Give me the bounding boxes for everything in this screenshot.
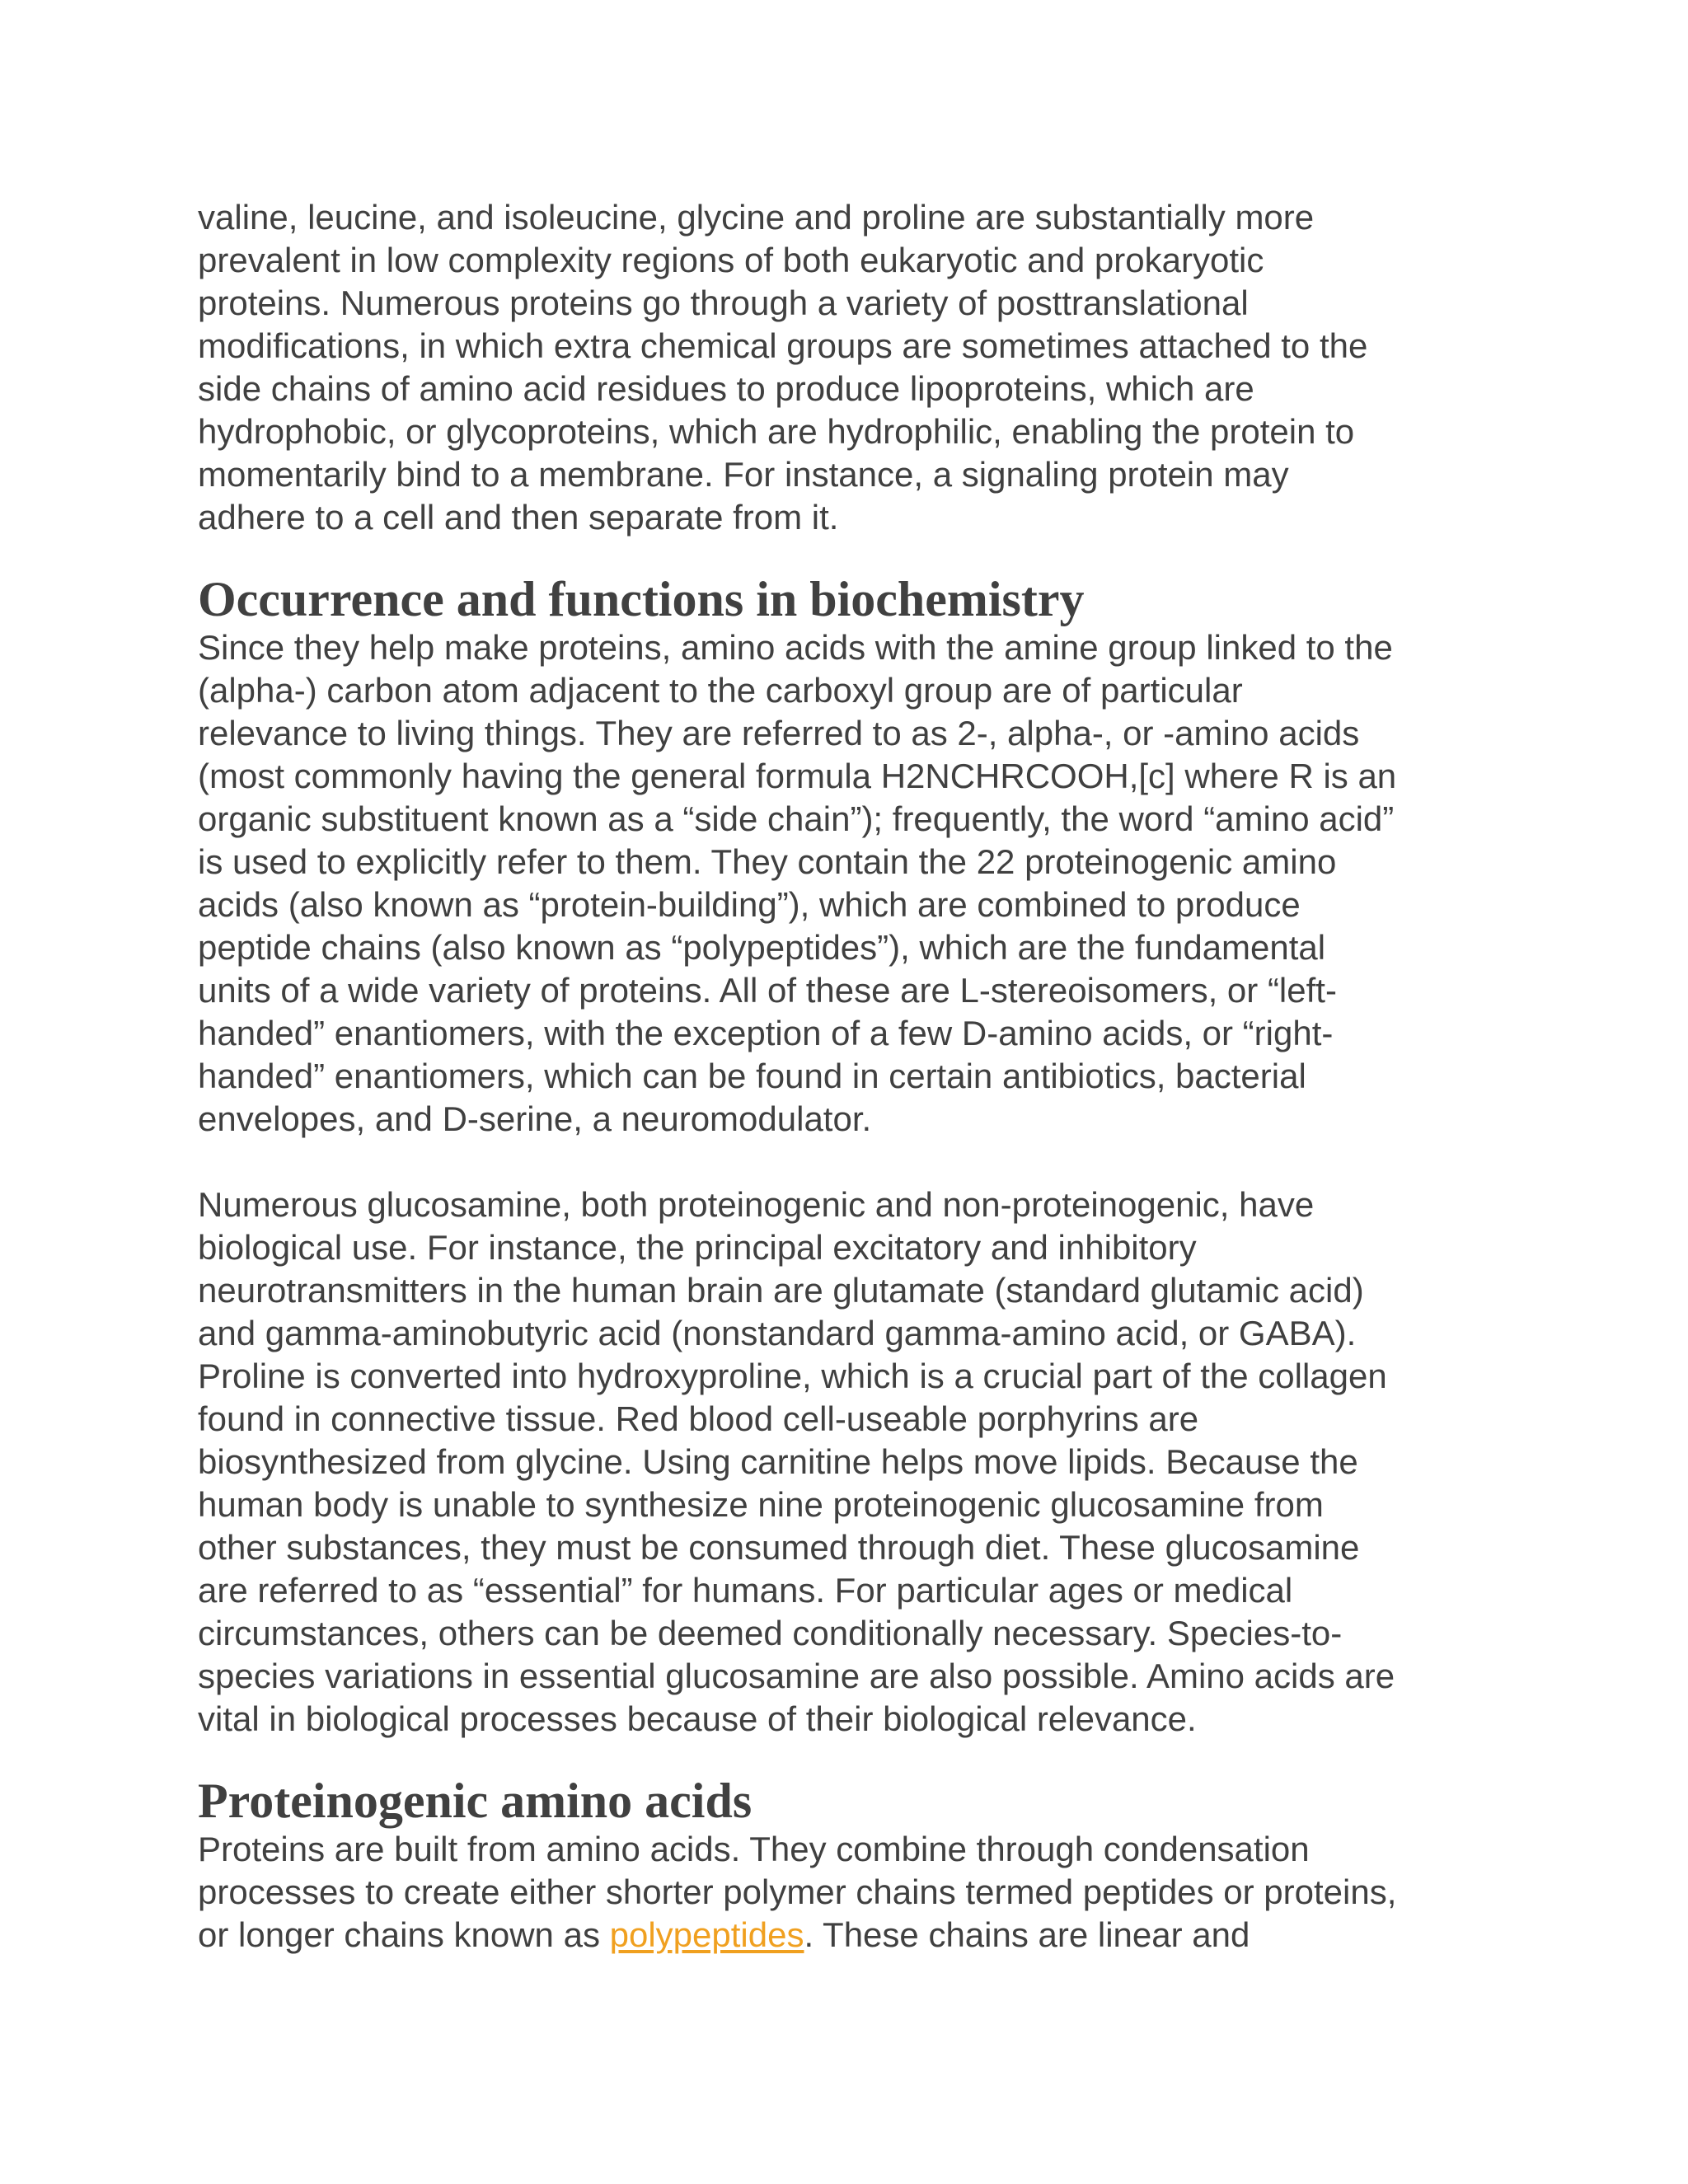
section-heading-occurrence: Occurrence and functions in biochemistry — [198, 572, 1085, 626]
text-line: Proteins are built from amino acids. They combine through condensation — [198, 1830, 1310, 1868]
text-line: (most commonly having the general formula H2NCHRCOOH,[c] where R is an — [198, 757, 1397, 795]
text-fragment: . These chains are linear and — [804, 1915, 1250, 1954]
text-line: processes to create either shorter polymer chains termed peptides or proteins, — [198, 1872, 1397, 1911]
text-line: units of a wide variety of proteins. All of these are L-stereoisomers, or “left- — [198, 971, 1337, 1010]
polypeptides-link[interactable]: polypeptides — [609, 1915, 804, 1954]
text-line: human body is unable to synthesize nine proteinogenic glucosamine from — [198, 1485, 1324, 1524]
text-line: adhere to a cell and then separate from it. — [198, 498, 839, 537]
text-fragment: or longer chains known as — [198, 1915, 610, 1954]
text-line: side chains of amino acid residues to produce lipoproteins, which are — [198, 369, 1254, 408]
text-line: acids (also known as “protein-building”), which are combined to produce — [198, 885, 1301, 924]
text-line: momentarily bind to a membrane. For instance, a signaling protein may — [198, 455, 1289, 494]
paragraph-glucosamine — [198, 1183, 1500, 1741]
text-line: organic substituent known as a “side chain”); frequently, the word “amino acid” — [198, 799, 1395, 838]
section-heading-proteinogenic: Proteinogenic amino acids — [198, 1774, 753, 1828]
text-line: neurotransmitters in the human brain are glutamate (standard glutamic acid) — [198, 1271, 1364, 1310]
text-line: biological use. For instance, the principal excitatory and inhibitory — [198, 1228, 1197, 1267]
text-line: and gamma-aminobutyric acid (nonstandard gamma-amino acid, or GABA). — [198, 1314, 1357, 1352]
text-line: are referred to as “essential” for humans. For particular ages or medical — [198, 1571, 1293, 1610]
text-line: handed” enantiomers, with the exception of a few D-amino acids, or “right- — [198, 1014, 1334, 1052]
text-line: envelopes, and D-serine, a neuromodulator. — [198, 1099, 872, 1138]
text-line: found in connective tissue. Red blood cell-useable porphyrins are — [198, 1399, 1199, 1438]
text-line: proteins. Numerous proteins go through a variety of posttranslational — [198, 284, 1249, 322]
paragraph-intro — [198, 196, 1500, 539]
text-line-with-link — [198, 1914, 1500, 1957]
text-line: Proline is converted into hydroxyproline, which is a crucial part of the collagen — [198, 1357, 1387, 1395]
text-line: relevance to living things. They are referred to as 2-, alpha-, or -amino acids — [198, 714, 1360, 752]
text-line: prevalent in low complexity regions of both eukaryotic and prokaryotic — [198, 241, 1264, 279]
text-line: biosynthesized from glycine. Using carnitine helps move lipids. Because the — [198, 1442, 1358, 1481]
text-line: circumstances, others can be deemed conditionally necessary. Species-to- — [198, 1614, 1343, 1652]
text-line: (alpha-) carbon atom adjacent to the carboxyl group are of particular — [198, 671, 1243, 710]
text-line: handed” enantiomers, which can be found in certain antibiotics, bacterial — [198, 1057, 1306, 1095]
text-line: vital in biological processes because of their biological relevance. — [198, 1699, 1197, 1738]
text-line: Numerous glucosamine, both proteinogenic and non-proteinogenic, have — [198, 1185, 1315, 1224]
paragraph-occurrence — [198, 626, 1500, 1141]
text-line: other substances, they must be consumed through diet. These glucosamine — [198, 1528, 1360, 1567]
text-line: valine, leucine, and isoleucine, glycine and proline are substantially more — [198, 198, 1315, 237]
text-line: peptide chains (also known as “polypeptides”), which are the fundamental — [198, 928, 1326, 967]
text-line: hydrophobic, or glycoproteins, which are hydrophilic, enabling the protein to — [198, 412, 1355, 451]
text-line: modifications, in which extra chemical groups are sometimes attached to the — [198, 326, 1368, 365]
paragraph-proteinogenic — [198, 1828, 1500, 1957]
document-body — [198, 196, 1500, 1957]
text-line: species variations in essential glucosamine are also possible. Amino acids are — [198, 1657, 1395, 1695]
text-line: Since they help make proteins, amino acids with the amine group linked to the — [198, 628, 1393, 667]
text-line: is used to explicitly refer to them. They contain the 22 proteinogenic amino — [198, 842, 1337, 881]
